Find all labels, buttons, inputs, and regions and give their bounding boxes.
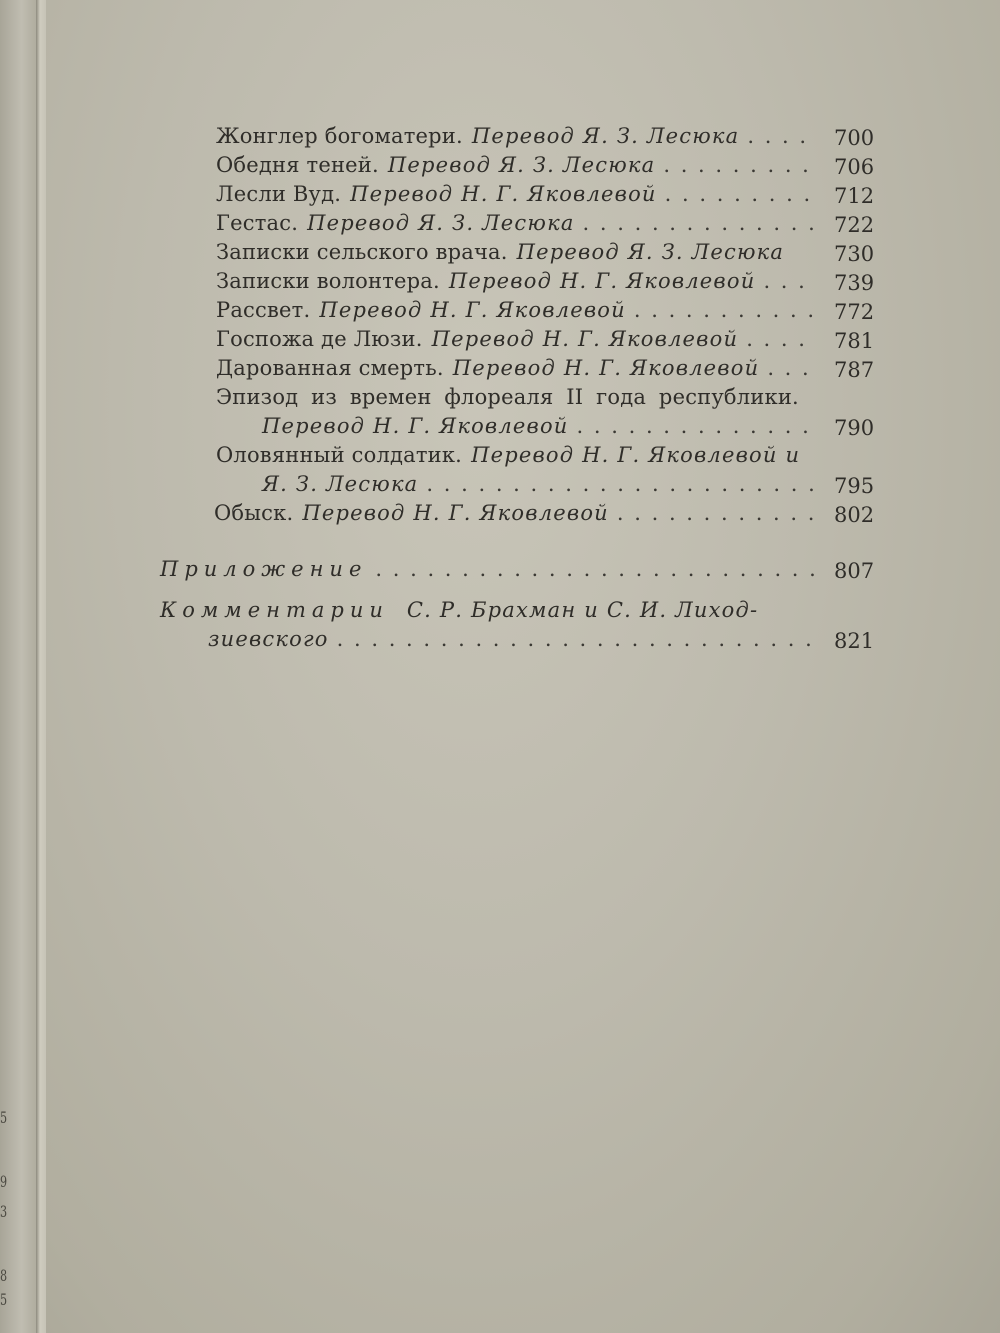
toc-entry-continuation bbox=[262, 416, 824, 437]
toc-entry bbox=[216, 213, 824, 234]
entry-title: Гестас. bbox=[216, 211, 299, 235]
entry-page-number: 730 bbox=[834, 242, 875, 266]
entry-translator: Перевод Н. Г. Яковлевой bbox=[448, 269, 756, 293]
entry-title: Оловянный солдатик. bbox=[216, 443, 463, 467]
margin-number: 8 bbox=[0, 1266, 8, 1285]
entry-translator-cont: Я. З. Лесюка bbox=[262, 472, 419, 496]
appendix-title: Приложение bbox=[160, 557, 368, 581]
leader-dots bbox=[577, 416, 816, 437]
entry-title: Госпожа де Люзи. bbox=[216, 327, 423, 351]
entry-translator: Перевод Я. З. Лесюка bbox=[387, 153, 656, 177]
entry-title: Обедня теней. bbox=[216, 153, 379, 177]
toc-entry bbox=[214, 503, 824, 524]
leader-dots bbox=[767, 358, 816, 379]
leader-dots bbox=[337, 629, 816, 650]
appendix-page-number: 807 bbox=[834, 559, 875, 583]
comments-page-number: 821 bbox=[834, 629, 875, 653]
toc-entry bbox=[216, 358, 824, 379]
entry-title: Обыск. bbox=[214, 501, 294, 525]
leader-dots bbox=[426, 474, 816, 495]
toc-entry bbox=[216, 329, 824, 350]
entry-title: Записки волонтера. bbox=[216, 269, 440, 293]
margin-number: 9 bbox=[0, 1172, 8, 1191]
toc-comments bbox=[160, 600, 824, 621]
comments-authors-cont: зиевского bbox=[208, 627, 329, 651]
entry-title: Дарованная смерть. bbox=[216, 356, 444, 380]
entry-page-number: 722 bbox=[834, 213, 875, 237]
entry-translator: Перевод Н. Г. Яковлевой bbox=[302, 501, 609, 525]
entry-page-number: 706 bbox=[834, 155, 875, 179]
entry-translator: Перевод Я. З. Лесюка bbox=[516, 240, 785, 264]
toc-entry bbox=[216, 155, 824, 176]
leader-dots bbox=[763, 271, 816, 292]
entry-page-number: 787 bbox=[834, 358, 875, 382]
toc-comments-continuation bbox=[208, 629, 824, 650]
entry-page-number: 772 bbox=[834, 300, 875, 324]
entry-translator: Перевод Н. Г. Яковлевой bbox=[431, 327, 739, 351]
entry-translator: Перевод Н. Г. Яковлевой bbox=[350, 182, 657, 206]
leader-dots bbox=[583, 213, 816, 234]
entry-title: Рассвет. bbox=[216, 298, 311, 322]
entry-page-number: 795 bbox=[834, 474, 875, 498]
toc-entry bbox=[216, 126, 824, 147]
entry-title: Эпизод из времен флореаля II года республики. bbox=[216, 385, 799, 409]
entry-title: Жонглер богоматери. bbox=[216, 124, 463, 148]
entry-page-number: 739 bbox=[834, 271, 875, 295]
leader-dots bbox=[663, 155, 816, 176]
entry-translator: Перевод Н. Г. Яковлевой bbox=[319, 298, 626, 322]
leader-dots bbox=[634, 300, 816, 321]
comments-authors: С. Р. Брахман и С. И. Лиход- bbox=[406, 598, 759, 622]
entry-translator: Перевод Я. З. Лесюка bbox=[471, 124, 740, 148]
entry-title: Записки сельского врача. bbox=[216, 240, 508, 264]
entry-translator: Перевод Н. Г. Яковлевой и bbox=[471, 443, 801, 467]
margin-number: 3 bbox=[0, 1202, 8, 1221]
entry-translator: Перевод Н. Г. Яковлевой bbox=[262, 414, 569, 438]
toc-appendix bbox=[160, 559, 824, 580]
leader-dots bbox=[665, 184, 816, 205]
entry-page-number: 781 bbox=[834, 329, 875, 353]
margin-number: 5 bbox=[0, 1108, 8, 1127]
toc-entry bbox=[216, 242, 824, 263]
toc-entry bbox=[216, 184, 824, 205]
toc-entry bbox=[216, 300, 824, 321]
entry-page-number: 712 bbox=[834, 184, 875, 208]
margin-number: 5 bbox=[0, 1290, 8, 1309]
toc-entry-continuation bbox=[262, 474, 824, 495]
toc-entry bbox=[216, 445, 824, 466]
entry-page-number: 790 bbox=[834, 416, 875, 440]
comments-title: Комментарии bbox=[160, 598, 389, 622]
leader-dots bbox=[746, 329, 816, 350]
entry-translator: Перевод Я. З. Лесюка bbox=[307, 211, 575, 235]
entry-page-number: 700 bbox=[834, 126, 875, 150]
toc-entry bbox=[216, 387, 824, 408]
leader-dots bbox=[747, 126, 816, 147]
leader-dots bbox=[375, 559, 816, 580]
entry-title: Лесли Вуд. bbox=[216, 182, 342, 206]
leader-dots bbox=[617, 503, 816, 524]
toc-entry bbox=[216, 271, 824, 292]
entry-translator: Перевод Н. Г. Яковлевой bbox=[452, 356, 760, 380]
entry-page-number: 802 bbox=[834, 503, 875, 527]
